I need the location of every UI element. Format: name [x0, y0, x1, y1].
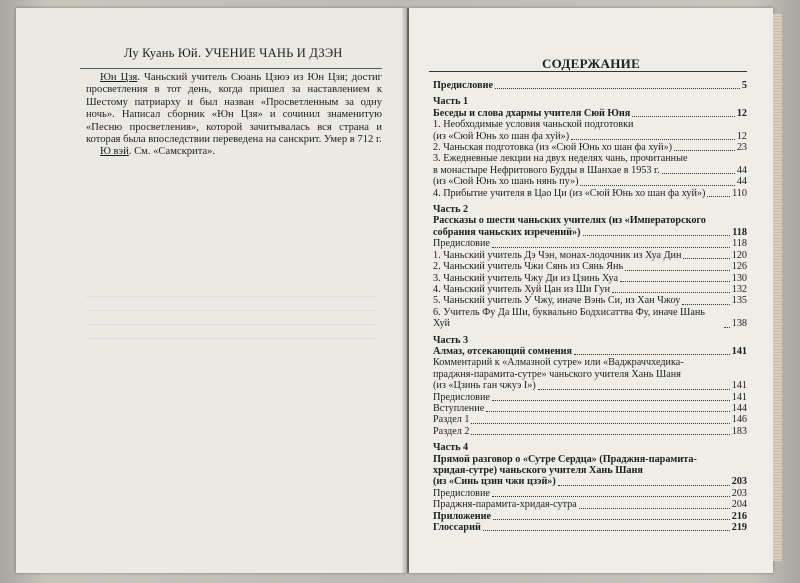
table-of-contents	[433, 80, 747, 533]
left-page	[16, 8, 407, 573]
toc-row	[433, 488, 747, 499]
toc-leader-dots	[620, 281, 730, 282]
toc-leader-dots	[538, 389, 730, 390]
toc-entry-title: Часть 2	[433, 204, 469, 216]
toc-page-number: 146	[731, 414, 747, 426]
toc-row	[433, 295, 747, 306]
toc-leader-dots	[683, 258, 729, 259]
glossary-entry	[86, 72, 382, 146]
right-page	[409, 8, 773, 573]
toc-leader-dots	[682, 304, 729, 305]
toc-entry-title: (из «Сюй Юнь хо шань нянь пу»)	[433, 176, 579, 188]
glossary-term: Ю вэй	[100, 146, 129, 158]
toc-leader-dots	[493, 519, 730, 520]
toc-row	[433, 142, 747, 153]
toc-row	[433, 108, 747, 119]
show-through-line	[86, 324, 376, 325]
toc-entry-title: 2. Чаньский учитель Чжи Сянь из Сянь Янь	[433, 261, 624, 273]
toc-page-number: 135	[731, 295, 747, 307]
glossary-definition: . См. «Самскрита».	[128, 146, 216, 158]
toc-part-heading	[433, 335, 747, 346]
glossary-entry	[86, 146, 382, 158]
toc-entry-title: Глоссарий	[433, 522, 481, 534]
glossary-definition: . Чаньский учитель Сюань Цзюэ из Юн Цзя; достиг просветления в тот день, когда пришел за наставлением к Шестому патриарху и был назван «Просветленным за одну ночь». Написал сборник «Юн Цзя» и сочинил знаменитую «Песню просветления», которой зачитывалась вся страна и которая была впоследствии переведена на санскрит. Умер в 712 г.	[86, 72, 382, 146]
toc-page-number: 12	[736, 107, 747, 119]
toc-entry-title: Комментарий к «Алмазной сутре» или «Ваджраччхедика-	[433, 357, 684, 369]
toc-row	[433, 273, 747, 284]
toc-entry-title: Алмаз, отсекающий сомнения	[433, 345, 572, 357]
toc-row	[433, 511, 747, 522]
toc-page-number: 216	[731, 510, 747, 522]
toc-leader-dots	[662, 173, 735, 174]
toc-page-number: 141	[731, 345, 747, 357]
toc-entry-title: 4. Чаньский учитель Хуй Цан из Ши Гун	[433, 283, 611, 295]
toc-row	[433, 131, 747, 142]
toc-leader-dots	[486, 411, 730, 412]
toc-row	[433, 426, 747, 437]
toc-entry-title: (из «Синь цзин чжи цзэй»)	[433, 476, 556, 488]
toc-row	[433, 176, 747, 187]
toc-entry-title: (из «Цзинь ган чжуэ I»)	[433, 380, 536, 392]
toc-row	[433, 499, 747, 510]
toc-entry-title: (из «Сюй Юнь хо шан фа хуй»)	[433, 130, 570, 142]
toc-leader-dots	[674, 150, 735, 151]
toc-page-number: 44	[736, 176, 747, 188]
toc-entry-title: 3. Чаньский учитель Чжу Ди из Цзинь Хуа	[433, 272, 618, 284]
toc-entry-title: Прямой разговор о «Сутре Сердца» (Праджня-парамита-	[433, 453, 697, 465]
toc-leader-dots	[580, 185, 734, 186]
toc-entry-title: Предисловие	[433, 80, 493, 91]
toc-page-number: 144	[731, 402, 747, 414]
header-rule	[80, 68, 382, 69]
toc-leader-dots	[495, 88, 740, 89]
toc-entry-title: 4. Прибытие учителя в Цао Ци (из «Сюй Юнь хо шан фа хуй»)	[433, 187, 706, 199]
toc-row	[433, 215, 747, 226]
toc-entry-title: 1. Чаньский учитель Дэ Чэн, монах-лодочник из Хуа Дин	[433, 249, 682, 261]
toc-entry-title: 1. Необходимые условия чаньской подготовки	[433, 119, 634, 131]
toc-row	[433, 346, 747, 357]
running-head: Лу Куань Юй. УЧЕНИЕ ЧАНЬ И ДЗЭН	[124, 46, 343, 60]
show-through-line	[86, 338, 376, 339]
toc-leader-dots	[632, 116, 735, 117]
toc-row	[433, 476, 747, 487]
toc-entry-title: Предисловие	[433, 391, 490, 403]
toc-row	[433, 238, 747, 249]
toc-part-heading	[433, 96, 747, 107]
toc-part-heading	[433, 204, 747, 215]
toc-entry-title: Раздел 1	[433, 414, 470, 426]
toc-page-number: 118	[732, 238, 747, 250]
toc-row	[433, 454, 747, 465]
toc-leader-dots	[707, 196, 730, 197]
toc-title: СОДЕРЖАНИЕ	[541, 56, 641, 71]
toc-entry-title: Предисловие	[433, 238, 490, 250]
toc-leader-dots	[571, 139, 735, 140]
toc-entry-title: Предисловие	[433, 487, 490, 499]
glossary-entries	[86, 72, 382, 159]
toc-page-number: 12	[736, 130, 747, 142]
toc-page-number: 203	[731, 476, 747, 488]
toc-row	[433, 369, 747, 380]
title-rule	[429, 71, 747, 72]
toc-page-number: 23	[736, 142, 747, 154]
toc-leader-dots	[625, 270, 730, 271]
toc-row	[433, 165, 747, 176]
toc-leader-dots	[492, 400, 730, 401]
toc-page-number: 141	[731, 391, 747, 403]
toc-leader-dots	[574, 354, 730, 355]
toc-entry-title: Праджня-парамита-хридая-сутра	[433, 499, 577, 511]
toc-row	[433, 403, 747, 414]
toc-page-number: 138	[731, 318, 747, 330]
toc-page-number: 110	[732, 187, 747, 199]
toc-leader-dots	[492, 496, 730, 497]
toc-entry-title: Рассказы о шести чаньских учителях (из «Императорского	[433, 215, 706, 227]
page-edges	[773, 14, 782, 561]
toc-row	[433, 522, 747, 533]
toc-entry-title: 6. Учитель Фу Да Ши, буквально Бодхисаттва Фу, иначе Шань Хуй	[433, 306, 705, 330]
toc-page-number: 44	[736, 164, 747, 176]
toc-entry-title: Часть 1	[433, 96, 469, 108]
toc-row	[433, 250, 747, 261]
toc-leader-dots	[612, 292, 730, 293]
toc-entry-title: Часть 3	[433, 334, 469, 346]
toc-entry-title: 2. Чаньская подготовка (из «Сюй Юнь хо шан фа хуй»)	[433, 142, 673, 154]
toc-entry-title: Беседы и слова дхармы учителя Сюй Юня	[433, 107, 631, 119]
toc-row	[433, 380, 747, 391]
toc-entry-title: Вступление	[433, 402, 485, 414]
toc-row	[433, 465, 747, 476]
toc-page-number: 130	[731, 272, 747, 284]
toc-row	[433, 80, 747, 91]
toc-row	[433, 119, 747, 130]
toc-row	[433, 284, 747, 295]
show-through-line	[86, 296, 376, 297]
toc-page-number: 5	[741, 80, 747, 91]
toc-entry-title: собрания чаньских изречений»)	[433, 226, 581, 238]
toc-leader-dots	[471, 434, 729, 435]
toc-row	[433, 307, 747, 330]
toc-page-number: 219	[731, 522, 747, 534]
toc-entry-title: 5. Чаньский учитель У Чжу, иначе Вэнь Си, из Хан Чжоу	[433, 295, 681, 307]
toc-entry-title: хридая-сутре) чаньского учителя Хань Шаня	[433, 465, 643, 476]
toc-entry-title: праджня-парамита-сутре» чаньского учителя Хань Шаня	[433, 368, 681, 380]
toc-entry-title: в монастыре Нефритового Будды в Шанхае в 1953 г.	[433, 164, 660, 176]
toc-page-number: 118	[732, 226, 747, 238]
toc-entry-title: 3. Ежедневные лекции на двух неделях чань, прочитанные	[433, 153, 688, 165]
toc-row	[433, 153, 747, 164]
glossary-term: Юн Цзя	[100, 72, 138, 83]
toc-entry-title: Часть 4	[433, 442, 469, 454]
toc-leader-dots	[583, 235, 731, 236]
toc-row	[433, 414, 747, 425]
toc-page-number: 132	[731, 283, 747, 295]
toc-part-heading	[433, 442, 747, 453]
toc-entry-title: Раздел 2	[433, 425, 470, 437]
toc-page-number: 141	[731, 380, 747, 392]
toc-page-number: 183	[731, 425, 747, 437]
toc-row	[433, 188, 747, 199]
toc-page-number: 203	[731, 487, 747, 499]
toc-page-number: 126	[731, 261, 747, 273]
toc-row	[433, 357, 747, 368]
toc-row	[433, 261, 747, 272]
toc-row	[433, 392, 747, 403]
toc-row	[433, 227, 747, 238]
toc-leader-dots	[558, 485, 730, 486]
toc-page-number: 120	[731, 249, 747, 261]
toc-leader-dots	[483, 530, 730, 531]
toc-leader-dots	[724, 327, 730, 328]
toc-leader-dots	[471, 423, 729, 424]
toc-entry-title: Приложение	[433, 510, 492, 522]
toc-page-number: 204	[731, 499, 747, 511]
toc-leader-dots	[579, 508, 730, 509]
show-through-line	[86, 310, 376, 311]
toc-leader-dots	[492, 247, 730, 248]
